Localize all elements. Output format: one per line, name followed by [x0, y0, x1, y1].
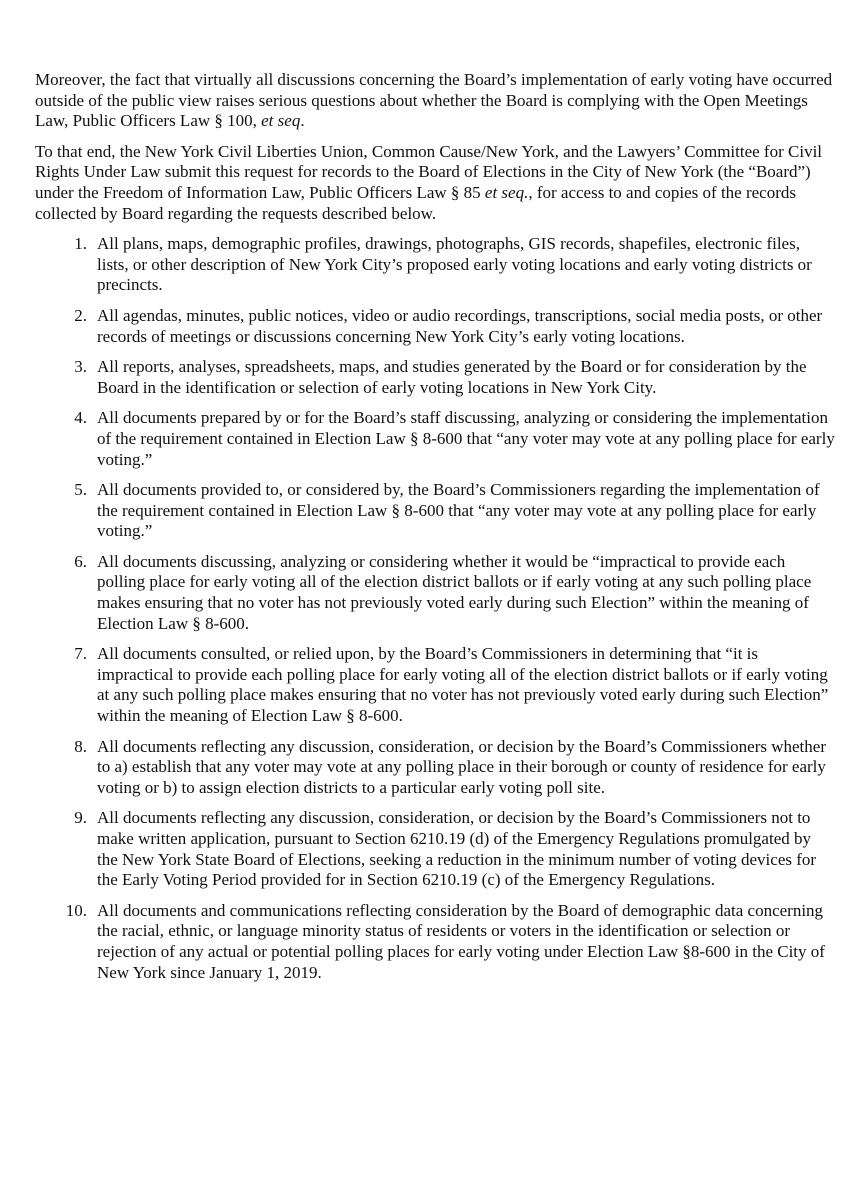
- list-item: [35, 480, 835, 542]
- intro-paragraph-open-meetings: Moreover, the fact that virtually all discussions concerning the Board’s implementation of early voting have occurred outside of the public view raises serious questions about whether the Board is complying with the Open Meetings Law, Public Officers Law § 100, et seq.: [35, 70, 833, 131]
- list-item-text: All documents prepared by or for the Board’s staff discussing, analyzing or considering the implementation of the requirement contained in Election Law § 8-600 that “any voter may vote at any polling place for early voting.”: [97, 408, 835, 469]
- list-item-text: All documents provided to, or considered by, the Board’s Commissioners regarding the implementation of the requirement contained in Election Law § 8-600 that “any voter may vote at any polling place for early voting.”: [97, 480, 820, 541]
- list-item-text: All documents consulted, or relied upon, by the Board’s Commissioners in determining that “it is impractical to provide each polling place for early voting all of the election district ballots or if early voting at any such polling place makes ensuring that no voter has not previously voted early during such Election” within the meaning of Election Law § 8-600.: [97, 644, 829, 726]
- list-item: [35, 737, 835, 799]
- list-item-number: 4.: [74, 408, 87, 428]
- list-item: [35, 901, 835, 983]
- document-page: [35, 70, 835, 993]
- list-item-number: 3.: [74, 357, 87, 377]
- list-item-number: 10.: [65, 900, 87, 920]
- list-item-text: All plans, maps, demographic profiles, drawings, photographs, GIS records, shapefiles, electronic files, lists, or other description of New York City’s proposed early voting locations and early voting districts or precincts.: [97, 234, 812, 295]
- list-item-number: 5.: [74, 480, 87, 500]
- list-item: [35, 306, 835, 347]
- list-item-number: 1.: [74, 234, 87, 254]
- list-item-text: All documents and communications reflecting consideration by the Board of demographic data concerning the racial, ethnic, or language minority status of residents or voters in the identification or selection or rejection of any actual or potential polling places for early voting under Election Law §8-600 in the City of New York since January 1, 2019.: [97, 900, 825, 982]
- list-item: [35, 234, 835, 296]
- records-request-list: [35, 234, 835, 983]
- list-item-number: 7.: [74, 644, 87, 664]
- list-item: [35, 357, 835, 398]
- list-item-number: 6.: [74, 551, 87, 571]
- list-item-text: All agendas, minutes, public notices, video or audio recordings, transcriptions, social media posts, or other records of meetings or discussions concerning New York City’s early voting locations.: [97, 305, 823, 346]
- list-item-number: 2.: [74, 305, 87, 325]
- list-item: [35, 644, 835, 726]
- list-item-text: All documents reflecting any discussion, consideration, or decision by the Board’s Commissioners whether to a) establish that any voter may vote at any polling place in their borough or county of residence for early voting or b) to assign election districts to a particular early voting poll site.: [97, 736, 826, 797]
- list-item-text: All reports, analyses, spreadsheets, maps, and studies generated by the Board or for consideration by the Board in the identification or selection of early voting locations in New York City.: [97, 357, 807, 397]
- list-item: [35, 408, 835, 470]
- list-item-number: 9.: [74, 808, 87, 828]
- intro-paragraph-foil-request: To that end, the New York Civil Liberties Union, Common Cause/New York, and the Lawyers’ Committee for Civil Rights Under Law submit this request for records to the Board of Elections in the City of New York (the “Board”) under the Freedom of Information Law, Public Officers Law § 85 et seq., for access to and copies of the records collected by Board regarding the requests described below.: [35, 141, 823, 223]
- list-item-number: 8.: [74, 736, 87, 756]
- list-item-text: All documents discussing, analyzing or considering whether it would be “impractical to provide each polling place for early voting all of the election district ballots or if early voting at any such polling place makes ensuring that no voter has not previously voted early during such Election” within the meaning of Election Law § 8-600.: [97, 551, 812, 633]
- list-item: [35, 808, 835, 890]
- list-item-text: All documents reflecting any discussion, consideration, or decision by the Board’s Commissioners not to make written application, pursuant to Section 6210.19 (d) of the Emergency Regulations promulgated by the New York State Board of Elections, seeking a reduction in the minimum number of voting devices for the Early Voting Period provided for in Section 6210.19 (c) of the Emergency Regulations.: [97, 808, 817, 890]
- list-item: [35, 552, 835, 634]
